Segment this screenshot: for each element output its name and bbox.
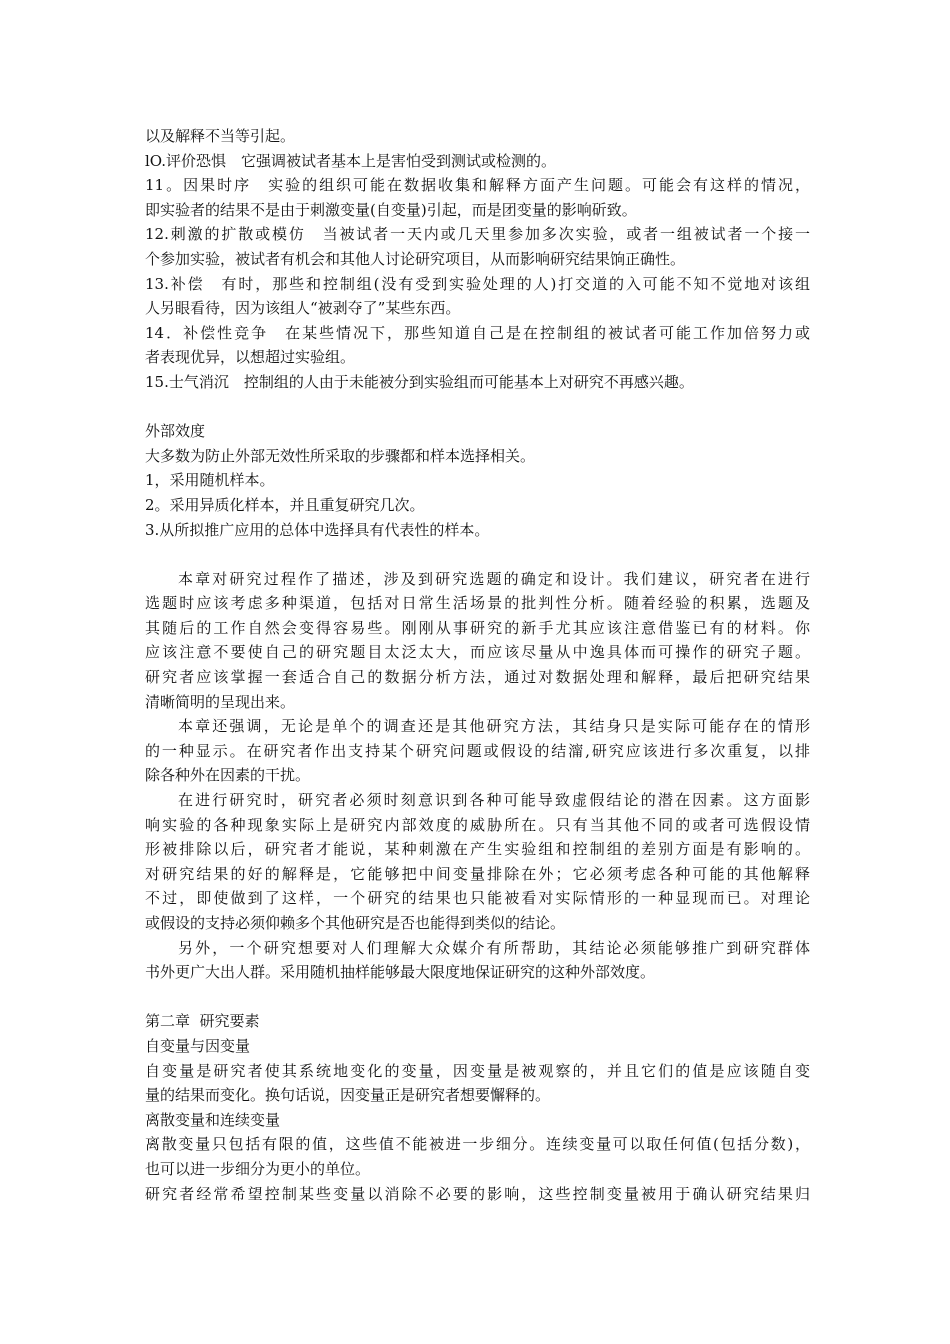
paragraph-line: 本章对研究过程作了描述，涉及到研究选题的确定和设计。我们建议，研究者在进行 — [178, 569, 810, 588]
summary-paragraph — [145, 567, 810, 715]
external-validity-section — [145, 419, 810, 542]
list-line: 12.刺激的扩散或模仿 当被试者一天内或几天里参加多次实验，或者一组被试者一个接一 — [145, 225, 810, 244]
section-heading: 离散变量和连续变量 — [145, 1110, 281, 1129]
chapter-title: 第二章 研究要素 — [145, 1012, 260, 1031]
list-line: lO.评价恐惧 它强调被试者基本上是害怕受到测试或检测的。 — [145, 151, 556, 170]
list-line: 即实验者的结果不是由于刺激变量(自变量)引起，而是团变量的影响斫致。 — [145, 200, 637, 219]
chapter-summary — [145, 567, 810, 985]
internal-validity-list — [145, 124, 810, 395]
paragraph-line: 除各种外在因素的干扰。 — [145, 766, 311, 785]
paragraph-line: 量的结果而变化。换句话说，因变量正是研究者想要懈释的。 — [145, 1086, 551, 1105]
paragraph-line: 或假设的支持必须仰赖多个其他研究是否也能得到类似的结论。 — [145, 914, 566, 932]
document-page — [145, 124, 810, 1206]
section-intro: 大多数为防止外部无效性所采取的步骤都和样本选择相关。 — [145, 446, 536, 465]
paragraph-line: 不过，即使做到了这样，一个研究的结果也只能被看对实际情形的一种显现而已。对理论 — [145, 889, 810, 908]
paragraph-line: 对研究结果的好的解释是，它能够把中间变量排除在外；它必须考虑各种可能的其他解释 — [145, 864, 810, 883]
list-item: 1，采用随机样本。 — [145, 471, 275, 490]
list-line: 以及解释不当等引起。 — [145, 127, 296, 145]
paragraph-line: 本章还强调，无论是单个的调查还是其他研究方法，其结身只是实际可能存在的情形 — [178, 717, 810, 736]
paragraph-line: 应该注意不要使自己的研究题目太泛太大，而应该尽量从中逸具体而可操作的研究子题。 — [145, 643, 810, 662]
list-item: 3.从所拟推广应用的总体中选择具有代表性的样本。 — [145, 520, 490, 539]
section-heading: 外部效度 — [145, 422, 206, 441]
paragraph-line: 清晰简明的呈现出来。 — [145, 692, 296, 711]
list-line: 者表现优异，以想超过实验组。 — [145, 348, 356, 367]
paragraph-line: 选题时应该考虑多种渠道，包括对日常生活场景的批判性分析。随着经验的积累，选题及 — [145, 594, 810, 613]
summary-paragraph — [145, 714, 810, 788]
paragraph-line: 自变量是研究者使其系统地变化的变量，因变量是被观察的，并且它们的值是应该随自变 — [145, 1061, 810, 1080]
list-line: 14．补偿性竞争 在某些情况下，那些知道自己是在控制组的被试者可能工作加倍努力或 — [145, 323, 810, 342]
paragraph-line: 另外，一个研究想要对人们理解大众媒介有所帮助，其结论必须能够推广到研究群体 — [178, 938, 810, 957]
list-line: 15.士气消沉 控制组的人由于未能被分到实验组而可能基本上对研究不再感兴趣。 — [145, 372, 694, 391]
paragraph-line: 离散变量只包括有限的值，这些值不能被进一步细分。连续变量可以取任何值(包括分数)， — [145, 1135, 810, 1154]
list-line: 13.补偿 有时，那些和控制组(没有受到实验处理的人)打交道的入可能不知不觉地对该组 — [145, 274, 810, 293]
list-item: 2。采用异质化样本，并且重复研究几次。 — [145, 495, 425, 514]
spacer — [145, 395, 810, 420]
list-line: 个参加实验，被试者有机会和其他人讨论研究项目，从而影响研究结果饷正确性。 — [145, 249, 686, 268]
paragraph-line: 研究者经常希望控制某些变量以消除不必要的影响，这些控制变量被用于确认研究结果归 — [145, 1184, 810, 1203]
list-line: 11。因果时序 实验的组织可能在数据收集和解释方面产生问题。可能会有这样的情况， — [145, 176, 810, 195]
paragraph-line: 书外更广大出人群。采用随机抽样能够最大限度地保证研究的这种外部效度。 — [145, 963, 656, 982]
paragraph-line: 研究者应该掌握一套适合自己的数据分析方法，通过对数据处理和解释，最后把研究结果 — [145, 668, 810, 687]
paragraph-line: 形被排除以后，研究者才能说，某种刺激在产生实验组和控制组的差别方面是有影响的。 — [145, 840, 810, 859]
section-heading: 自变量与因变量 — [145, 1036, 251, 1055]
spacer — [145, 985, 810, 1010]
paragraph-line: 也可以进一步细分为更小的单位。 — [145, 1159, 371, 1178]
list-line: 人另眼看待，因为该组人“被剥夺了”某些东西。 — [145, 299, 461, 318]
chapter-two — [145, 1009, 810, 1206]
paragraph-line: 的一种显示。在研究者作出支持某个研究问题或假设的结澝,研究应该进行多次重复，以排 — [145, 741, 810, 760]
summary-paragraph — [145, 788, 810, 936]
spacer — [145, 542, 810, 567]
paragraph-line: 其随后的工作自然会变得容易些。刚刚从事研究的新手尤其应该注意借鉴已有的材料。你 — [145, 618, 810, 637]
summary-paragraph — [145, 936, 810, 985]
paragraph-line: 在进行研究时，研究者必须时刻意识到各种可能导致虚假结论的潜在因素。这方面影 — [178, 791, 810, 810]
paragraph-line: 响实验的各种现象实际上是研究内部效度的威胁所在。只有当其他不同的或者可选假设情 — [145, 815, 810, 834]
